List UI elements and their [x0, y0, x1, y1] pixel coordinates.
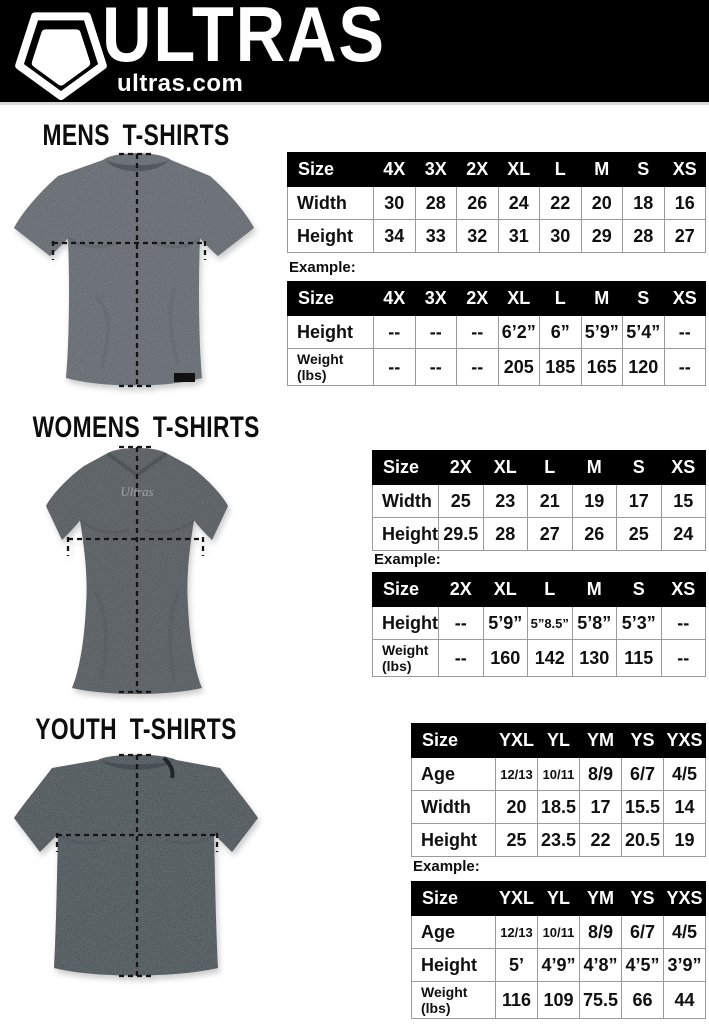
column-header: Size — [373, 573, 439, 607]
value-cell: 33 — [415, 220, 457, 253]
value-cell: 160 — [483, 640, 528, 677]
hem-tag — [174, 373, 195, 382]
value-cell: -- — [439, 607, 484, 640]
value-cell: -- — [415, 349, 457, 386]
value-cell: 27 — [664, 220, 706, 253]
column-header: Size — [412, 724, 496, 758]
column-header: XS — [661, 573, 706, 607]
value-cell: 19 — [572, 485, 617, 518]
row-label: Weight (lbs) — [373, 640, 439, 677]
value-cell: 4’8” — [580, 949, 622, 982]
value-cell: 32 — [457, 220, 499, 253]
value-cell: 4’5” — [622, 949, 664, 982]
value-cell: 20 — [581, 187, 623, 220]
column-header: 3X — [415, 153, 457, 187]
value-cell: 142 — [528, 640, 573, 677]
value-cell: 5”8.5” — [528, 607, 573, 640]
value-cell: 4/5 — [664, 916, 706, 949]
value-cell: 29 — [581, 220, 623, 253]
value-cell: 20.5 — [622, 824, 664, 857]
value-cell: 24 — [661, 518, 706, 551]
value-cell: 75.5 — [580, 982, 622, 1019]
value-cell: 5’9” — [483, 607, 528, 640]
column-header: S — [617, 451, 662, 485]
size-chart-table — [372, 572, 706, 677]
value-cell: 6/7 — [622, 758, 664, 791]
youth-section-title: YOUTH T-SHIRTS — [35, 713, 237, 746]
row-label: Height — [412, 824, 496, 857]
row-label: Height — [373, 518, 439, 551]
column-header: 2X — [457, 282, 499, 316]
column-header: M — [581, 282, 623, 316]
value-cell: 26 — [457, 187, 499, 220]
column-header: YXS — [664, 882, 706, 916]
table-row — [288, 316, 706, 349]
column-header: 3X — [415, 282, 457, 316]
column-header: L — [540, 153, 582, 187]
size-chart-table — [372, 450, 706, 551]
table-row — [373, 607, 706, 640]
column-header: XL — [483, 573, 528, 607]
value-cell: 23 — [483, 485, 528, 518]
size-chart-table — [411, 881, 706, 1019]
value-cell: 116 — [496, 982, 538, 1019]
column-header: S — [623, 282, 665, 316]
value-cell: 28 — [415, 187, 457, 220]
table-row — [373, 485, 706, 518]
column-header: YXL — [496, 724, 538, 758]
value-cell: 5’ — [496, 949, 538, 982]
value-cell: 10/11 — [538, 758, 580, 791]
row-label: Height — [373, 607, 439, 640]
value-cell: 18.5 — [538, 791, 580, 824]
column-header: M — [572, 451, 617, 485]
column-header: YS — [622, 882, 664, 916]
womens-example-table — [372, 572, 706, 677]
row-label: Weight (lbs) — [288, 349, 374, 386]
ghost-print-label: Ultras — [120, 484, 154, 499]
mens-size-table — [287, 152, 706, 253]
value-cell: 5’4” — [623, 316, 665, 349]
row-label: Weight (lbs) — [412, 982, 496, 1019]
value-cell: 205 — [498, 349, 540, 386]
column-header: 4X — [374, 282, 416, 316]
column-header: YM — [580, 724, 622, 758]
column-header: 2X — [457, 153, 499, 187]
value-cell: 17 — [617, 485, 662, 518]
column-header: Size — [288, 153, 374, 187]
pentagon-shield-icon — [14, 5, 108, 100]
value-cell: 5’8” — [572, 607, 617, 640]
womens-size-table — [372, 450, 706, 551]
table-row — [412, 982, 706, 1019]
value-cell: 115 — [617, 640, 662, 677]
value-cell: 165 — [581, 349, 623, 386]
column-header: YXL — [496, 882, 538, 916]
value-cell: 27 — [528, 518, 573, 551]
column-header: L — [540, 282, 582, 316]
value-cell: 44 — [664, 982, 706, 1019]
value-cell: 17 — [580, 791, 622, 824]
value-cell: 28 — [483, 518, 528, 551]
value-cell: 29.5 — [439, 518, 484, 551]
row-label: Height — [288, 316, 374, 349]
column-header: L — [528, 451, 573, 485]
value-cell: 22 — [540, 187, 582, 220]
value-cell: 14 — [664, 791, 706, 824]
value-cell: -- — [661, 607, 706, 640]
value-cell: -- — [664, 316, 706, 349]
row-label: Width — [412, 791, 496, 824]
value-cell: 6’2” — [498, 316, 540, 349]
value-cell: -- — [661, 640, 706, 677]
column-header: YL — [538, 724, 580, 758]
value-cell: 34 — [374, 220, 416, 253]
value-cell: 6/7 — [622, 916, 664, 949]
table-row — [373, 640, 706, 677]
value-cell: 19 — [664, 824, 706, 857]
mens-example-label: Example: — [289, 259, 356, 276]
value-cell: -- — [457, 349, 499, 386]
value-cell: 4’9” — [538, 949, 580, 982]
value-cell: 3’9” — [664, 949, 706, 982]
value-cell: 8/9 — [580, 758, 622, 791]
column-header: YS — [622, 724, 664, 758]
womens-tshirt-image — [26, 442, 248, 698]
column-header: XL — [483, 451, 528, 485]
value-cell: 8/9 — [580, 916, 622, 949]
column-header: 4X — [374, 153, 416, 187]
value-cell: 30 — [374, 187, 416, 220]
column-header: XS — [664, 153, 706, 187]
row-label: Width — [288, 187, 374, 220]
value-cell: 24 — [498, 187, 540, 220]
value-cell: 185 — [540, 349, 582, 386]
size-chart-table — [411, 723, 706, 857]
value-cell: 109 — [538, 982, 580, 1019]
column-header: XS — [664, 282, 706, 316]
column-header: Size — [373, 451, 439, 485]
value-cell: 12/13 — [496, 916, 538, 949]
value-cell: 12/13 — [496, 758, 538, 791]
column-header: YXS — [664, 724, 706, 758]
brand-title: ULTRAS — [102, 0, 386, 78]
header-divider — [0, 102, 709, 105]
column-header: Size — [412, 882, 496, 916]
value-cell: 4/5 — [664, 758, 706, 791]
value-cell: 15.5 — [622, 791, 664, 824]
size-chart-table — [287, 152, 706, 253]
value-cell: 120 — [623, 349, 665, 386]
mens-section-title: MENS T-SHIRTS — [42, 119, 230, 152]
value-cell: 20 — [496, 791, 538, 824]
column-header: 2X — [439, 573, 484, 607]
row-label: Age — [412, 916, 496, 949]
table-row — [412, 758, 706, 791]
youth-size-table — [411, 723, 706, 857]
column-header: M — [572, 573, 617, 607]
value-cell: 130 — [572, 640, 617, 677]
value-cell: 21 — [528, 485, 573, 518]
value-cell: 18 — [623, 187, 665, 220]
value-cell: 16 — [664, 187, 706, 220]
value-cell: -- — [664, 349, 706, 386]
value-cell: 6” — [540, 316, 582, 349]
header-bar — [0, 0, 709, 102]
womens-example-label: Example: — [374, 551, 441, 568]
value-cell: 5’3” — [617, 607, 662, 640]
brand-domain: ultras.com — [117, 70, 244, 97]
column-header: Size — [288, 282, 374, 316]
value-cell: -- — [415, 316, 457, 349]
youth-example-label: Example: — [413, 858, 480, 875]
womens-section-title: WOMENS T-SHIRTS — [32, 411, 260, 444]
value-cell: 26 — [572, 518, 617, 551]
mens-tshirt-image — [6, 146, 262, 392]
table-row — [373, 518, 706, 551]
value-cell: 25 — [439, 485, 484, 518]
table-row — [288, 349, 706, 386]
value-cell: 10/11 — [538, 916, 580, 949]
value-cell: 31 — [498, 220, 540, 253]
value-cell: 25 — [617, 518, 662, 551]
value-cell: 15 — [661, 485, 706, 518]
column-header: L — [528, 573, 573, 607]
column-header: XS — [661, 451, 706, 485]
row-label: Width — [373, 485, 439, 518]
table-row — [412, 916, 706, 949]
table-row — [412, 791, 706, 824]
value-cell: -- — [374, 316, 416, 349]
value-cell: 66 — [622, 982, 664, 1019]
value-cell: 5’9” — [581, 316, 623, 349]
column-header: YL — [538, 882, 580, 916]
table-row — [288, 187, 706, 220]
value-cell: -- — [374, 349, 416, 386]
table-row — [288, 220, 706, 253]
youth-example-table — [411, 881, 706, 1019]
value-cell: -- — [457, 316, 499, 349]
value-cell: 22 — [580, 824, 622, 857]
column-header: XL — [498, 282, 540, 316]
mens-example-table — [287, 281, 706, 386]
value-cell: 25 — [496, 824, 538, 857]
column-header: S — [617, 573, 662, 607]
row-label: Height — [412, 949, 496, 982]
value-cell: 30 — [540, 220, 582, 253]
youth-tshirt-image — [4, 748, 266, 982]
column-header: XL — [498, 153, 540, 187]
table-row — [412, 824, 706, 857]
table-row — [412, 949, 706, 982]
column-header: M — [581, 153, 623, 187]
value-cell: 23.5 — [538, 824, 580, 857]
row-label: Age — [412, 758, 496, 791]
value-cell: 28 — [623, 220, 665, 253]
column-header: YM — [580, 882, 622, 916]
value-cell: -- — [439, 640, 484, 677]
size-chart-table — [287, 281, 706, 386]
column-header: 2X — [439, 451, 484, 485]
row-label: Height — [288, 220, 374, 253]
column-header: S — [623, 153, 665, 187]
